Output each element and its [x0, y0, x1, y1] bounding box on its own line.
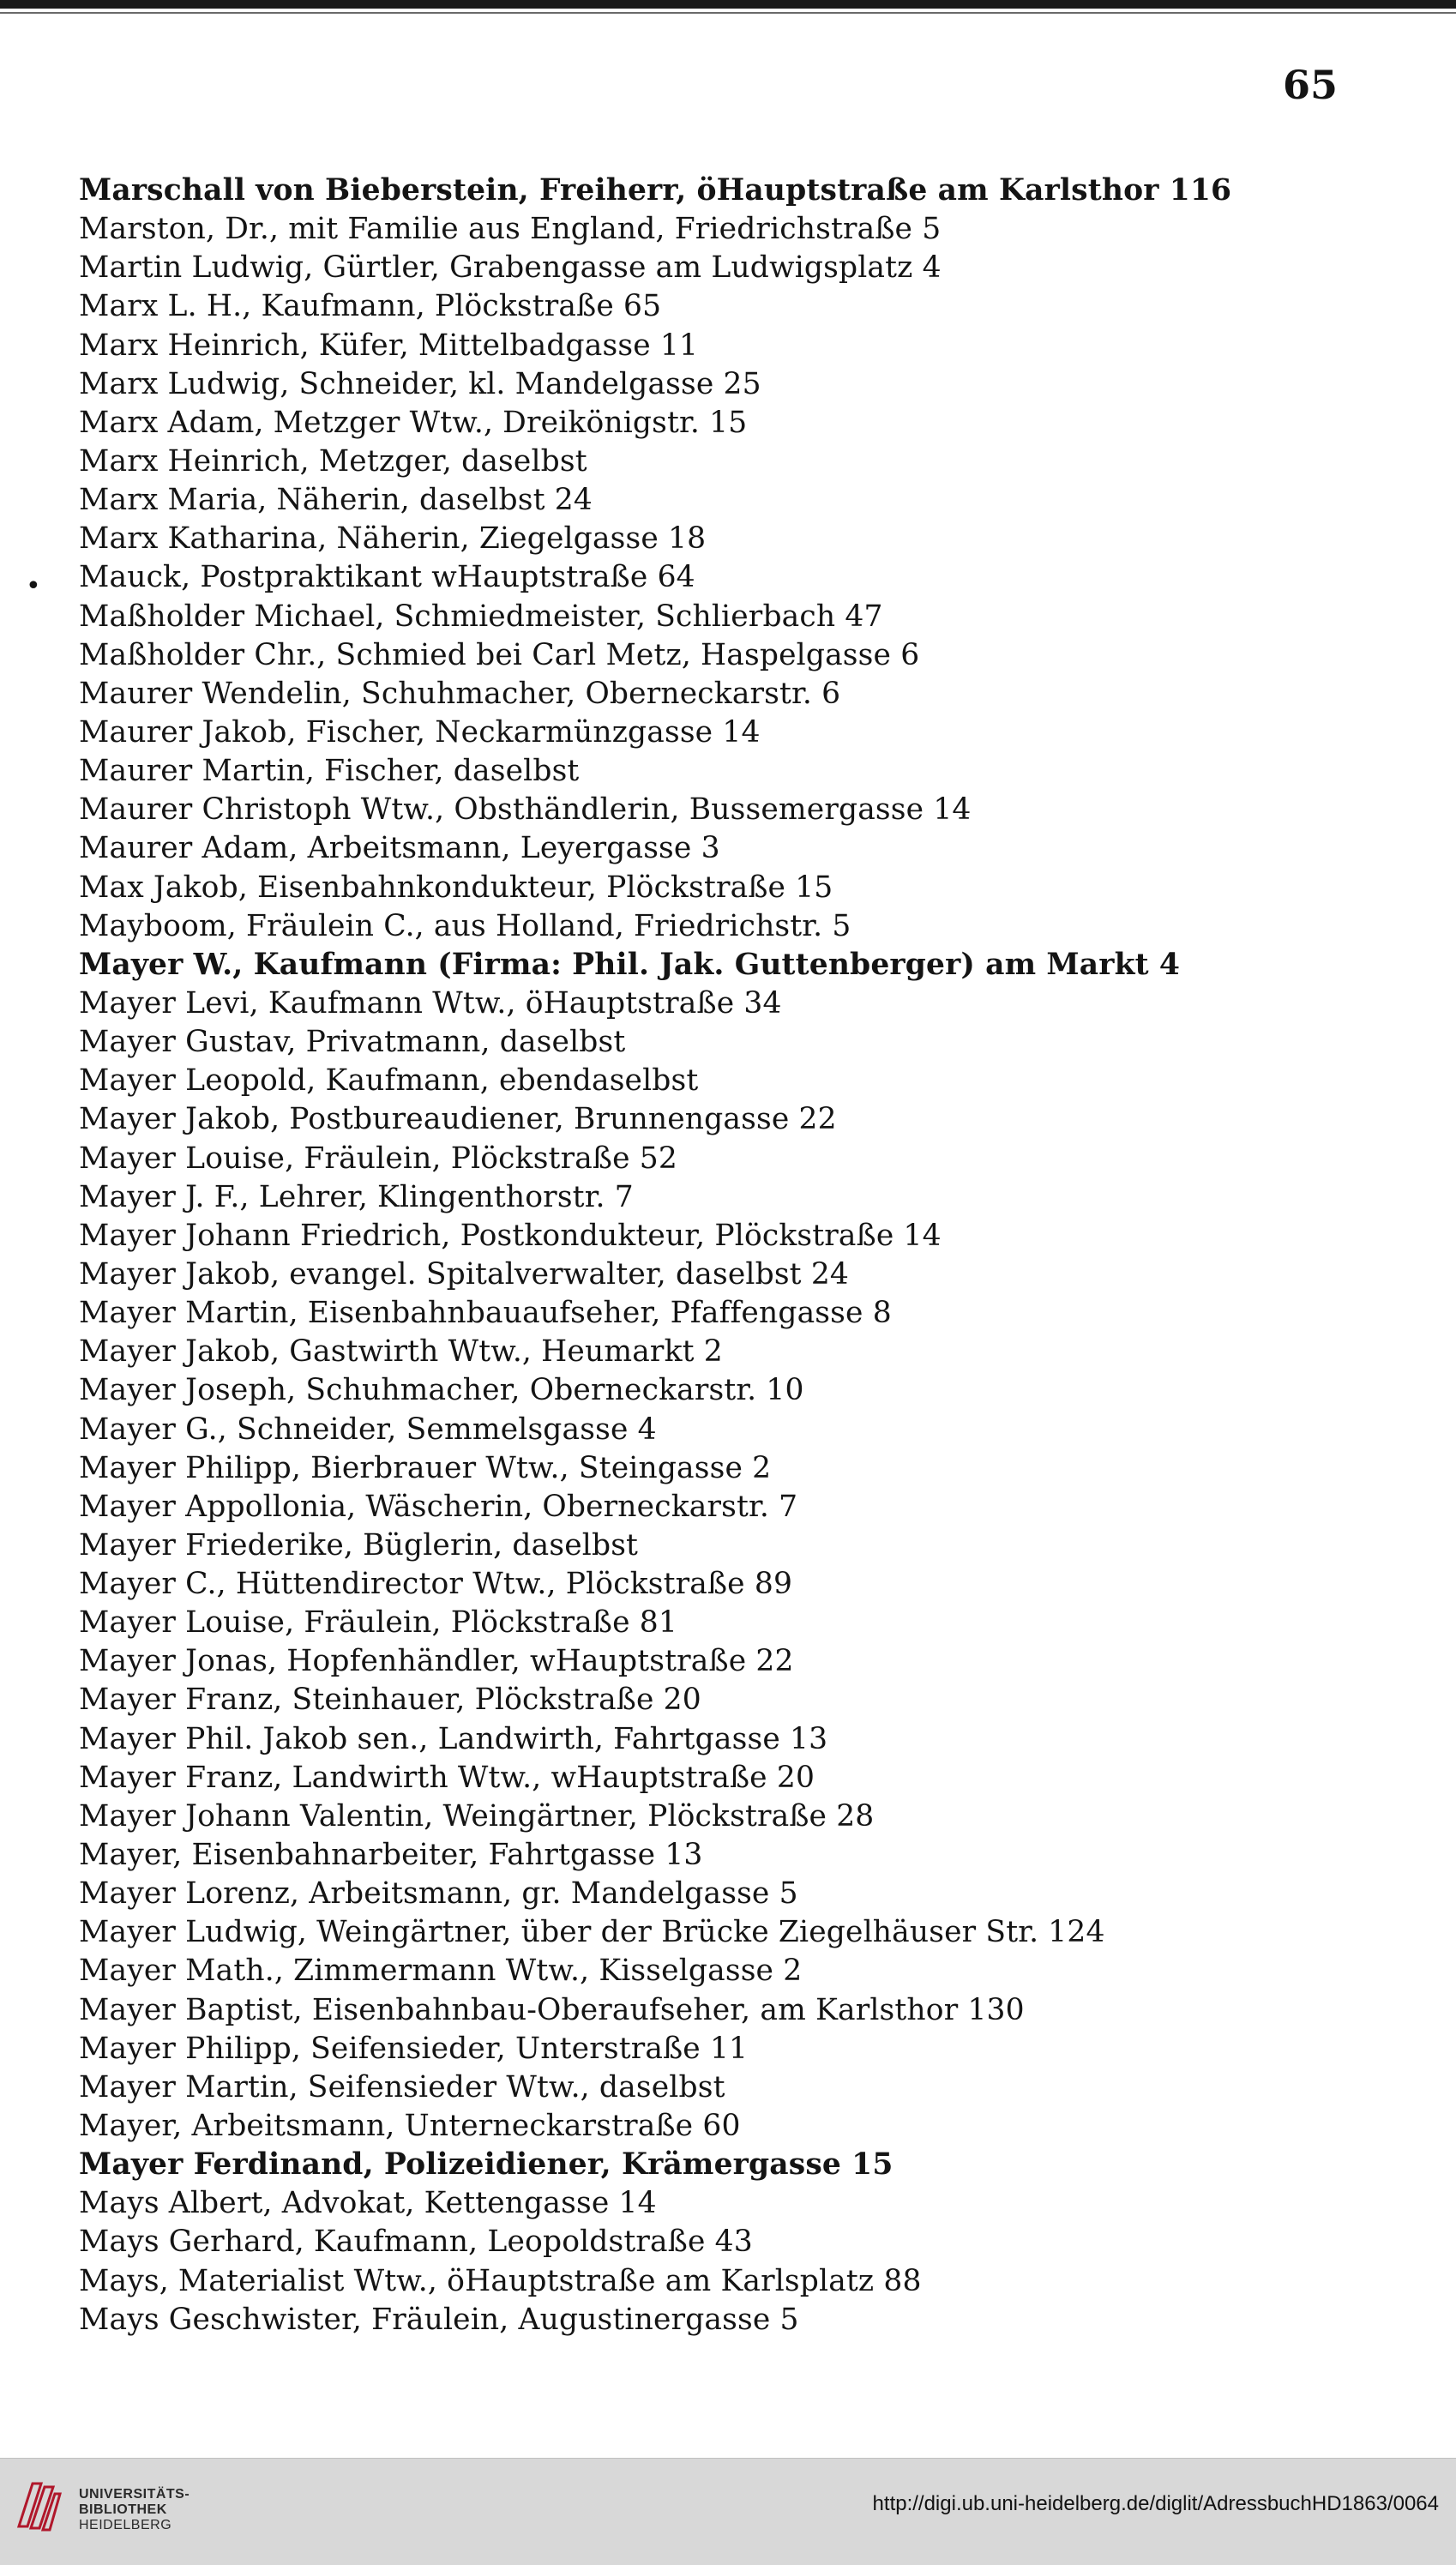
directory-entry: Mayer Ferdinand, Polizeidiener, Krämergasse 15 [79, 2147, 893, 2183]
directory-entry: Maurer Jakob, Fischer, Neckarmünzgasse 14 [79, 714, 761, 750]
directory-entry: Mayer Franz, Steinhauer, Plöckstraße 20 [79, 1683, 701, 1718]
directory-entry: Mayer Louise, Fräulein, Plöckstraße 52 [79, 1141, 678, 1176]
directory-entry: Mayer Jakob, Postbureaudiener, Brunnengasse 22 [79, 1102, 837, 1137]
directory-entry: Mayer Louise, Fräulein, Plöckstraße 81 [79, 1605, 678, 1641]
directory-entry: Marx L. H., Kaufmann, Plöckstraße 65 [79, 289, 662, 324]
directory-entry: Marx Adam, Metzger Wtw., Dreikönigstr. 15 [79, 405, 748, 440]
logo-line-1: UNIVERSITÄTS- [79, 2487, 190, 2502]
directory-entry: Mayer, Arbeitsmann, Unterneckarstraße 60 [79, 2109, 741, 2144]
library-logo-text [79, 2487, 190, 2533]
directory-entry: Mays Albert, Advokat, Kettengasse 14 [79, 2186, 657, 2221]
directory-entry: Mayer Appollonia, Wäscherin, Oberneckarstr. 7 [79, 1489, 798, 1524]
directory-entries [79, 172, 1391, 2339]
university-library-logo-icon[interactable] [15, 2475, 62, 2537]
directory-entry: Mayer J. F., Lehrer, Klingenthorstr. 7 [79, 1179, 634, 1214]
directory-entry: Mays, Materialist Wtw., öHauptstraße am Karlsplatz 88 [79, 2263, 922, 2298]
directory-entry: Mayer Johann Valentin, Weingärtner, Plöckstraße 28 [79, 1798, 875, 1833]
directory-entry: Maurer Wendelin, Schuhmacher, Oberneckarstr. 6 [79, 676, 841, 711]
directory-entry: Mayer Ludwig, Weingärtner, über der Brücke Ziegelhäuser Str. 124 [79, 1915, 1105, 1950]
directory-entry: Maurer Martin, Fischer, daselbst [79, 754, 580, 789]
source-url-link[interactable]: http://digi.ub.uni-heidelberg.de/diglit/AdressbuchHD1863/0064 [872, 2492, 1439, 2515]
directory-entry: Mayer Leopold, Kaufmann, ebendaselbst [79, 1063, 699, 1099]
directory-entry: Maurer Adam, Arbeitsmann, Leyergasse 3 [79, 831, 720, 866]
directory-entry: Mayer W., Kaufmann (Firma: Phil. Jak. Guttenberger) am Markt 4 [79, 947, 1181, 982]
margin-dot: • [26, 571, 41, 601]
logo-line-3: HEIDELBERG [79, 2518, 172, 2532]
directory-entry: Max Jakob, Eisenbahnkondukteur, Plöckstraße 15 [79, 870, 833, 905]
directory-entry: Mayer G., Schneider, Semmelsgasse 4 [79, 1412, 657, 1447]
directory-entry: Mayer Phil. Jakob sen., Landwirth, Fahrtgasse 13 [79, 1721, 828, 1756]
directory-entry: Marston, Dr., mit Familie aus England, Friedrichstraße 5 [79, 212, 942, 247]
directory-entry: Mauck, Postpraktikant wHauptstraße 64 [79, 560, 695, 595]
directory-entry: Mayer Martin, Eisenbahnbauaufseher, Pfaffengasse 8 [79, 1296, 892, 1331]
directory-entry: Marx Ludwig, Schneider, kl. Mandelgasse 25 [79, 366, 761, 401]
directory-entry: Mayer Gustav, Privatmann, daselbst [79, 1025, 626, 1060]
directory-entry: Mayer Math., Zimmermann Wtw., Kisselgasse 2 [79, 1954, 803, 1989]
directory-entry: Mayer Baptist, Eisenbahnbau-Oberaufseher, am Karlsthor 130 [79, 1992, 1025, 2027]
directory-entry: Maßholder Chr., Schmied bei Carl Metz, Haspelgasse 6 [79, 637, 920, 672]
directory-entry: Mays Geschwister, Fräulein, Augustinergasse 5 [79, 2302, 799, 2337]
directory-entry: Mayer Jakob, evangel. Spitalverwalter, daselbst 24 [79, 1256, 850, 1292]
directory-entry: Marx Heinrich, Metzger, daselbst [79, 443, 587, 479]
directory-entry: Mayer, Eisenbahnarbeiter, Fahrtgasse 13 [79, 1838, 703, 1873]
directory-entry: Mayer Joseph, Schuhmacher, Oberneckarstr. 10 [79, 1373, 804, 1408]
directory-entry: Martin Ludwig, Gürtler, Grabengasse am Ludwigsplatz 4 [79, 250, 942, 286]
top-border-thin-rule [0, 12, 1456, 14]
directory-entry: Mayer Jonas, Hopfenhändler, wHauptstraße 22 [79, 1644, 794, 1679]
directory-entry: Marschall von Bieberstein, Freiherr, öHauptstraße am Karlsthor 116 [79, 173, 1232, 208]
directory-entry: Mayer Friederike, Büglerin, daselbst [79, 1527, 639, 1562]
directory-entry: Mayer Jakob, Gastwirth Wtw., Heumarkt 2 [79, 1334, 723, 1370]
directory-entry: Mayboom, Fräulein C., aus Holland, Friedrichstr. 5 [79, 908, 851, 943]
directory-entry: Mays Gerhard, Kaufmann, Leopoldstraße 43 [79, 2225, 753, 2260]
logo-line-2: BIBLIOTHEK [79, 2502, 167, 2517]
directory-entry: Mayer Franz, Landwirth Wtw., wHauptstraße 20 [79, 1760, 815, 1795]
directory-entry: Marx Heinrich, Küfer, Mittelbadgasse 11 [79, 328, 699, 363]
directory-entry: Mayer Philipp, Seifensieder, Unterstraße 11 [79, 2031, 749, 2066]
directory-entry: Mayer Philipp, Bierbrauer Wtw., Steingasse 2 [79, 1450, 772, 1485]
directory-entry: Mayer Levi, Kaufmann Wtw., öHauptstraße 34 [79, 985, 782, 1021]
directory-entry: Marx Maria, Näherin, daselbst 24 [79, 483, 593, 518]
directory-entry: Marx Katharina, Näherin, Ziegelgasse 18 [79, 521, 707, 557]
directory-entry: Maßholder Michael, Schmiedmeister, Schlierbach 47 [79, 599, 883, 634]
directory-entry: Mayer Johann Friedrich, Postkondukteur, Plöckstraße 14 [79, 1218, 942, 1253]
page-number: 65 [1282, 62, 1338, 108]
top-border-rule [0, 0, 1456, 9]
directory-entry: Mayer C., Hüttendirector Wtw., Plöckstraße 89 [79, 1567, 793, 1602]
directory-entry: Mayer Martin, Seifensieder Wtw., daselbst [79, 2069, 725, 2104]
directory-entry: Mayer Lorenz, Arbeitsmann, gr. Mandelgasse 5 [79, 1876, 798, 1912]
directory-entry: Maurer Christoph Wtw., Obsthändlerin, Bussemergasse 14 [79, 792, 972, 828]
